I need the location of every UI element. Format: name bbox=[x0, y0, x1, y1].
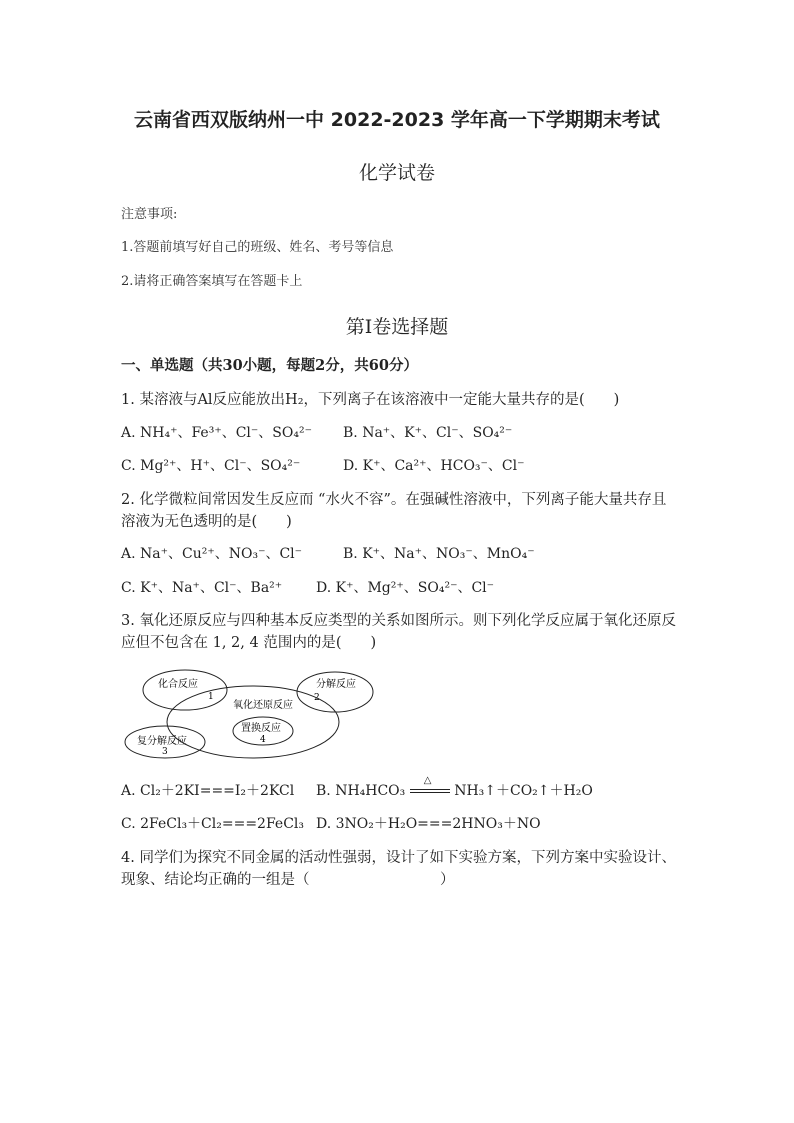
q2-option-a: A. Na⁺、Cu²⁺、NO₃⁻、Cl⁻ bbox=[121, 546, 303, 562]
label-redox: 氧化还原反应 bbox=[233, 700, 293, 711]
notice-item-2: 2.请将正确答案填写在答题卡上 bbox=[121, 274, 303, 289]
q4-stem-line1: 4. 同学们为探究不同金属的活动性强弱，设计了如下实验方案，下列方案中实验设计、 bbox=[121, 850, 676, 866]
q2-stem-line2: 溶液为无色透明的是( ) bbox=[121, 514, 292, 530]
q3-option-b bbox=[316, 775, 593, 800]
q4-stem-line2: 现象、结论均正确的一组是（ ） bbox=[121, 872, 455, 888]
label-n3: 3 bbox=[162, 747, 168, 757]
label-combination: 化合反应 bbox=[158, 679, 198, 690]
q2-stem-line1: 2. 化学微粒间常因发生反应而 “水火不容”。在强碱性溶液中，下列离子能大量共存且 bbox=[121, 492, 667, 508]
q1-option-a: A. NH₄⁺、Fe³⁺、Cl⁻、SO₄²⁻ bbox=[121, 425, 312, 441]
q3-option-b-products: NH₃↑＋CO₂↑＋H₂O bbox=[454, 783, 593, 799]
label-n4: 4 bbox=[260, 735, 266, 745]
label-decomposition: 分解反应 bbox=[316, 679, 356, 690]
q1-option-b: B. Na⁺、K⁺、Cl⁻、SO₄²⁻ bbox=[343, 425, 513, 441]
exam-subtitle: 化学试卷 bbox=[358, 162, 435, 184]
section-title: 第Ⅰ卷选择题 bbox=[345, 316, 449, 338]
notice-item-1: 1.答题前填写好自己的班级、姓名、考号等信息 bbox=[121, 240, 394, 255]
label-n1: 1 bbox=[208, 692, 214, 702]
heat-symbol: △ bbox=[423, 775, 432, 786]
reaction-type-diagram bbox=[120, 665, 380, 765]
notice-heading: 注意事项: bbox=[121, 207, 178, 222]
part-title: 一、单选题（共30小题，每题2分，共60分） bbox=[121, 357, 418, 374]
q3-option-c: C. 2FeCl₃＋Cl₂===2FeCl₃ bbox=[121, 816, 304, 832]
q2-option-b: B. K⁺、Na⁺、NO₃⁻、MnO₄⁻ bbox=[343, 546, 535, 562]
q3-option-d: D. 3NO₂＋H₂O===2HNO₃＋NO bbox=[316, 816, 541, 832]
heating-arrow bbox=[410, 775, 450, 798]
q3-option-a: A. Cl₂＋2KI===I₂＋2KCl bbox=[121, 783, 295, 799]
q1-option-c: C. Mg²⁺、H⁺、Cl⁻、SO₄²⁻ bbox=[121, 458, 301, 474]
q1-option-d: D. K⁺、Ca²⁺、HCO₃⁻、Cl⁻ bbox=[343, 458, 525, 474]
decomposition-ellipse bbox=[297, 672, 373, 712]
label-displacement: 置换反应 bbox=[241, 723, 281, 734]
q1-stem: 1. 某溶液与Al反应能放出H₂，下列离子在该溶液中一定能大量共存的是( ) bbox=[121, 392, 620, 408]
exam-title: 云南省西双版纳州一中 2022-2023 学年高一下学期期末考试 bbox=[134, 109, 660, 131]
q2-option-d: D. K⁺、Mg²⁺、SO₄²⁻、Cl⁻ bbox=[316, 580, 495, 596]
label-n2: 2 bbox=[314, 693, 320, 703]
q2-option-c: C. K⁺、Na⁺、Cl⁻、Ba²⁺ bbox=[121, 580, 283, 596]
q3-stem-line2: 应但不包含在 1, 2, 4 范围内的是( ) bbox=[121, 635, 377, 651]
q3-option-b-reactant: B. NH₄HCO₃ bbox=[316, 783, 406, 799]
q3-stem-line1: 3. 氧化还原反应与四种基本反应类型的关系如图所示。则下列化学反应属于氧化还原反 bbox=[121, 613, 676, 629]
label-double-decomposition: 复分解反应 bbox=[137, 736, 187, 747]
